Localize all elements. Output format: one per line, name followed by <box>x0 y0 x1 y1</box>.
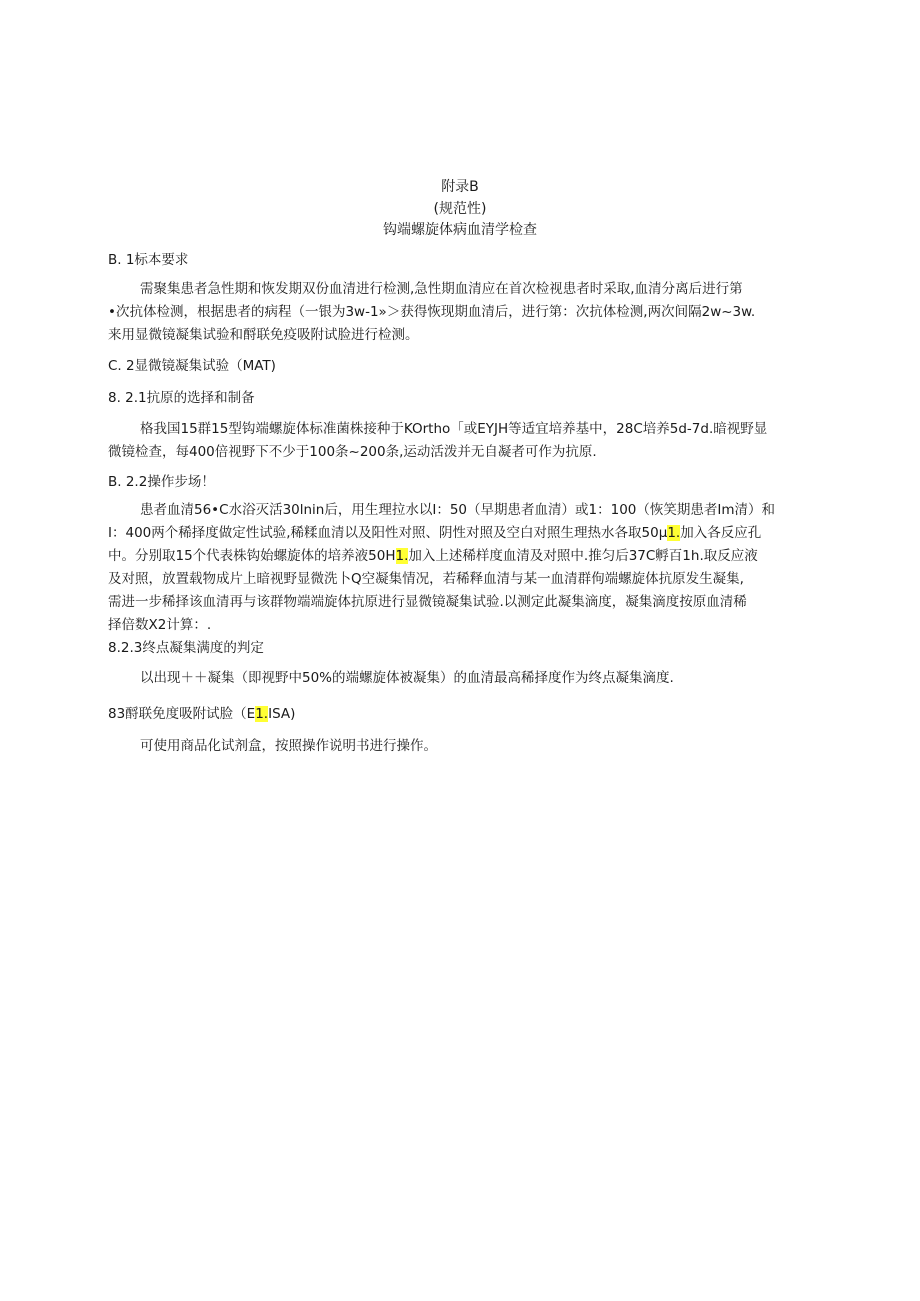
text-segment: 83酹联免度吸附试脸（E <box>108 706 256 722</box>
section-b1-heading: B. 1标本要求 <box>108 252 189 268</box>
highlight-mark: 1. <box>395 548 409 564</box>
text-line: 格我国15群15型钩端螺旋体标准菌株接种于KOrtho「或EYJH等适宜培养基中，28C培养5d-7d.暗视野显 <box>140 421 768 437</box>
text-segment: I：400两个稀择度做定性试验,稀糅血清以及阳性对照、阴性对照及空白对照生理热水各取50µ <box>108 525 668 541</box>
text-line: 患者血清56•C水浴灭活30lnin后，用生理拉水以I：50（早期患者血清）或1：100（恢笑期患者Im清）和 <box>140 502 776 518</box>
appendix-subject: 钩端螺旋体病血清学检查 <box>383 222 537 238</box>
text-line: 可使用商品化试剂盒，按照操作说明书进行操作。 <box>140 738 437 754</box>
highlight-mark: 1. <box>255 706 269 722</box>
text-line: •次抗体检测，根据患者的病程（一银为3w-1»＞获得恢现期血清后，进行第：次抗体检测,两次间隔2w~3w. <box>108 304 756 320</box>
highlight-mark: 1. <box>667 525 681 541</box>
text-line: 微镜检查，每400倍视野下不少于100条~200条,运动活泼并无自凝者可作为抗原. <box>108 444 597 460</box>
section-83-heading <box>108 704 295 724</box>
text-line: 择倍数X2计算：. <box>108 617 212 633</box>
appendix-title: 附录B <box>441 179 479 195</box>
text-segment: 中。分别取15个代表株钩始螺旋体的培养液50H <box>108 548 396 564</box>
text-line: 需聚集患者急性期和恢发期双份血清进行检测,急性期血清应在首次检视患者时采取,血清分离后进行第 <box>140 281 743 297</box>
text-line: 以出现＋＋凝集（即视野中50%的端螺旋体被凝集）的血清最高稀择度作为终点凝集滴度. <box>140 670 674 686</box>
text-segment: ISA) <box>268 706 296 722</box>
section-c2-heading: C. 2显微镜凝集试验（MAT) <box>108 358 276 374</box>
section-83-paragraph <box>108 735 836 758</box>
text-line: 来用显微镜凝集试验和酹联免疫吸附试脸进行检测。 <box>108 327 419 343</box>
section-821-paragraph <box>108 418 836 464</box>
text-segment: 加入各反应孔 <box>680 525 762 541</box>
section-b22-paragraph <box>108 499 836 637</box>
section-b1-paragraph <box>108 278 836 347</box>
text-line <box>108 522 836 545</box>
text-segment: 加入上述稀样度血清及对照中.推匀后37C孵百1h.取反应液 <box>408 548 758 564</box>
text-line: 及对照，放置载物成片上暗视野显微洗卜Q空凝集情况，若稀释血清与某一血清群佝端螺旋体抗原发生凝集, <box>108 571 744 587</box>
text-line <box>108 545 836 568</box>
section-821-heading: 8. 2.1抗原的选择和制备 <box>108 390 255 406</box>
section-823-heading: 8.2.3终点凝集满度的判定 <box>108 640 264 656</box>
appendix-type: (规范性) <box>433 201 487 217</box>
text-line: 需进一步稀择该血清再与该群物端端旋体抗原进行显微镜凝集试验.以测定此凝集滴度，凝集滴度按原血清稀 <box>108 594 747 610</box>
section-b22-heading: B. 2.2操作步场！ <box>108 474 215 490</box>
section-823-paragraph <box>108 667 836 690</box>
